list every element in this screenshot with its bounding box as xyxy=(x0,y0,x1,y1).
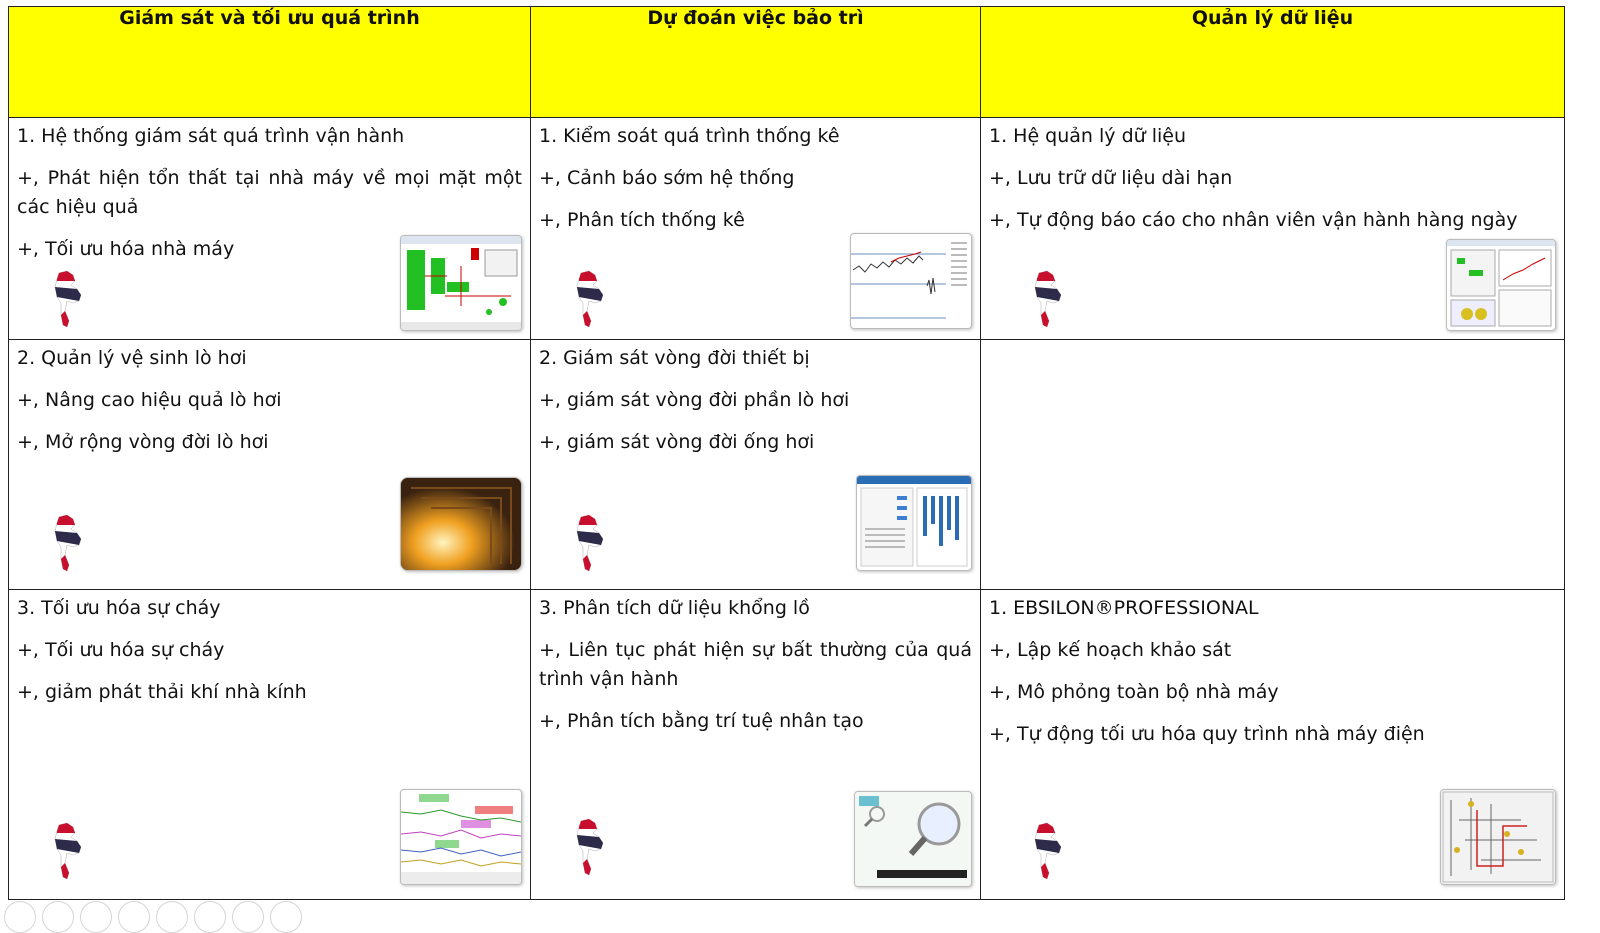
header-data-management: Quản lý dữ liệu xyxy=(981,7,1565,118)
zoom-icon[interactable] xyxy=(156,901,188,933)
thailand-map-flag-icon xyxy=(575,515,607,573)
process-diagram-thumbnail[interactable] xyxy=(400,235,522,331)
cell-title: 1. Hệ quản lý dữ liệu xyxy=(989,125,1187,147)
ebsilon-model-thumbnail[interactable] xyxy=(1440,789,1556,885)
cell-item: +, giảm phát thải khí nhà kính xyxy=(17,681,307,703)
thailand-map-flag-icon xyxy=(575,819,607,877)
cell-title: 1. Kiểm soát quá trình thống kê xyxy=(539,125,840,147)
boiler-fire-thumbnail[interactable] xyxy=(400,477,522,571)
data-management-thumbnail[interactable] xyxy=(1446,239,1556,331)
cell-item: +, giám sát vòng đời phần lò hơi xyxy=(539,389,850,411)
cell-r3c3 xyxy=(981,590,1565,900)
presentation-toolbar[interactable] xyxy=(4,901,302,923)
cell-r1c3 xyxy=(981,118,1565,340)
spc-chart-thumbnail[interactable] xyxy=(850,233,972,329)
back-icon[interactable] xyxy=(4,901,36,933)
cell-item: +, Tối ưu hóa nhà máy xyxy=(17,238,235,260)
cell-r2c2 xyxy=(531,340,981,590)
thailand-map-flag-icon xyxy=(1033,271,1065,329)
forward-icon[interactable] xyxy=(42,901,74,933)
cell-item: +, Tối ưu hóa sự cháy xyxy=(17,639,225,661)
header-predictive-maintenance: Dự đoán việc bảo trì xyxy=(531,7,981,118)
cell-title: 3. Phân tích dữ liệu khổng lồ xyxy=(539,597,810,619)
thailand-map-flag-icon xyxy=(1033,823,1065,881)
cell-item: +, Mở rộng vòng đời lò hơi xyxy=(17,431,269,453)
cell-item: +, Phân tích thống kê xyxy=(539,209,745,231)
thailand-map-flag-icon xyxy=(575,271,607,329)
cell-title: 1. Hệ thống giám sát quá trình vận hành xyxy=(17,125,405,147)
thailand-map-flag-icon xyxy=(53,271,85,329)
big-data-analysis-thumbnail[interactable] xyxy=(854,791,972,887)
cell-item: +, Tự động tối ưu hóa quy trình nhà máy điện xyxy=(989,723,1425,745)
feature-table xyxy=(8,6,1565,900)
slides-icon[interactable] xyxy=(118,901,150,933)
cell-r3c1 xyxy=(9,590,531,900)
cell-r3c2 xyxy=(531,590,981,900)
cell-item: +, Phân tích bằng trí tuệ nhân tạo xyxy=(539,710,864,732)
cell-title: 3. Tối ưu hóa sự cháy xyxy=(17,597,221,619)
cell-title: 2. Giám sát vòng đời thiết bị xyxy=(539,347,810,369)
cell-item: +, Nâng cao hiệu quả lò hơi xyxy=(17,389,282,411)
cell-item: +, Phát hiện tổn thất tại nhà máy về mọi mặt một các hiệu quả xyxy=(17,167,522,218)
cell-r1c2 xyxy=(531,118,981,340)
cell-item: +, Lưu trữ dữ liệu dài hạn xyxy=(989,167,1233,189)
cell-item: +, giám sát vòng đời ống hơi xyxy=(539,431,815,453)
cell-item: +, Liên tục phát hiện sự bất thường của quá trình vận hành xyxy=(539,639,972,690)
cell-item: +, Tự động báo cáo cho nhân viên vận hành hàng ngày xyxy=(989,209,1518,231)
cell-r1c1 xyxy=(9,118,531,340)
lifecycle-monitoring-thumbnail[interactable] xyxy=(856,475,972,571)
cell-item: +, Mô phỏng toàn bộ nhà máy xyxy=(989,681,1279,703)
combustion-trend-thumbnail[interactable] xyxy=(400,789,522,885)
thailand-map-flag-icon xyxy=(53,823,85,881)
more-icon[interactable] xyxy=(270,901,302,933)
camera-icon[interactable] xyxy=(232,901,264,933)
pen-icon[interactable] xyxy=(80,901,112,933)
cell-item: +, Cảnh báo sớm hệ thống xyxy=(539,167,795,189)
cell-item: +, Lập kế hoạch khảo sát xyxy=(989,639,1232,661)
cell-title: 2. Quản lý vệ sinh lò hơi xyxy=(17,347,247,369)
header-process-monitoring: Giám sát và tối ưu quá trình xyxy=(9,7,531,118)
cell-r2c3-empty xyxy=(981,340,1565,590)
cell-title: 1. EBSILON®PROFESSIONAL xyxy=(989,597,1259,619)
thailand-map-flag-icon xyxy=(53,515,85,573)
cell-r2c1 xyxy=(9,340,531,590)
subtitles-icon[interactable] xyxy=(194,901,226,933)
